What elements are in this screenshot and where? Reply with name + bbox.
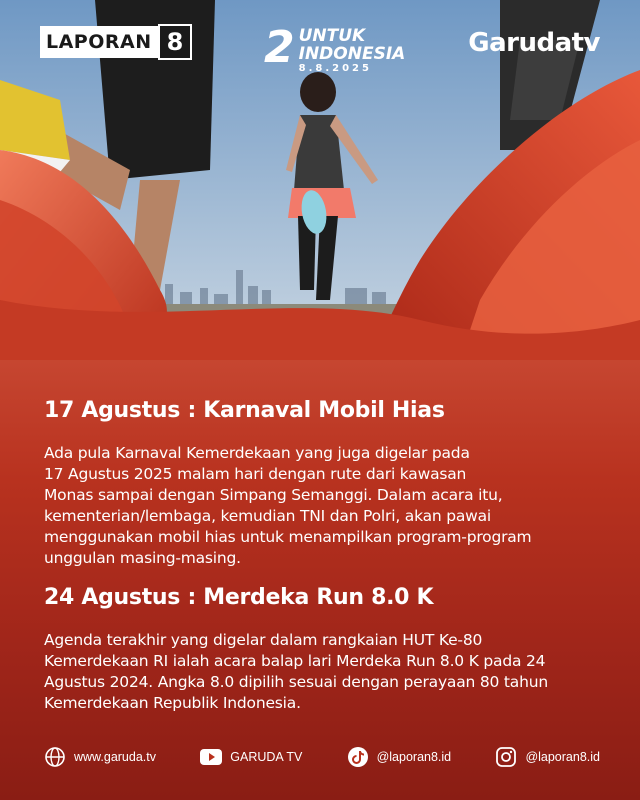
garudatv-logo: Garudatv	[468, 28, 600, 58]
section-heading: 17 Agustus : Karnaval Mobil Hias	[44, 398, 445, 423]
footer-instagram[interactable]	[495, 746, 600, 768]
laporan8-logo	[40, 26, 192, 58]
youtube-icon	[200, 749, 222, 765]
footer-website[interactable]	[44, 746, 156, 768]
footer-label: GARUDA TV	[230, 750, 303, 764]
body-line: kementerian/lembaga, kemudian TNI dan Polri, akan pawai	[44, 507, 492, 525]
section-karnaval	[44, 398, 600, 569]
body-line: Kemerdekaan Republik Indonesia.	[44, 694, 301, 712]
laporan-number: 8	[158, 24, 193, 60]
instagram-icon	[495, 746, 517, 768]
footer-label: @laporan8.id	[525, 750, 600, 764]
body-line: menggunakan mobil hias untuk menampilkan program-program	[44, 528, 532, 546]
campaign-logo	[264, 22, 406, 75]
body-line: Agenda terakhir yang digelar dalam rangkaian HUT Ke-80	[44, 631, 483, 649]
footer-tiktok[interactable]	[347, 746, 452, 768]
campaign-number: 2	[264, 22, 295, 73]
section-heading: 24 Agustus : Merdeka Run 8.0 K	[44, 585, 434, 610]
social-footer	[44, 744, 600, 770]
campaign-date: 8.8.2025	[298, 63, 372, 74]
globe-icon	[44, 746, 66, 768]
footer-label: www.garuda.tv	[74, 750, 156, 764]
body-line: Monas sampai dengan Simpang Semanggi. Dalam acara itu,	[44, 486, 503, 504]
footer-label: @laporan8.id	[376, 750, 452, 764]
footer-youtube[interactable]	[200, 749, 302, 765]
body-line: Agustus 2024. Angka 8.0 dipilih sesuai dengan perayaan 80 tahun	[44, 673, 548, 691]
laporan-wordmark: LAPORAN	[40, 26, 158, 58]
body-line: 17 Agustus 2025 malam hari dengan rute dari kawasan	[44, 465, 467, 483]
body-line: Ada pula Karnaval Kemerdekaan yang juga digelar pada	[44, 444, 470, 462]
campaign-line1: UNTUK	[298, 26, 366, 46]
body-line: Kemerdekaan RI ialah acara balap lari Merdeka Run 8.0 K pada 24	[44, 652, 546, 670]
tiktok-icon	[347, 746, 369, 768]
campaign-line2: INDONESIA	[298, 44, 406, 64]
body-line: unggulan masing-masing.	[44, 549, 241, 567]
section-merdeka-run	[44, 585, 600, 714]
